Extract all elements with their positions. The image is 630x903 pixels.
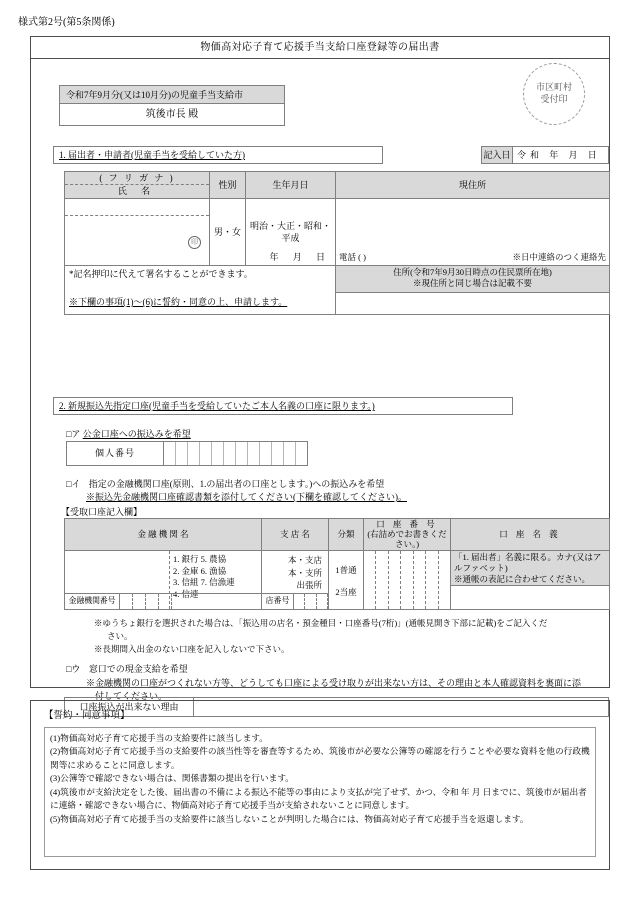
mynumber-cell[interactable] — [260, 442, 272, 465]
page-title: 物価高対応子育て応援手当支給口座登録等の届出書 — [200, 41, 440, 53]
era-options[interactable]: 明治・大正・昭和・平成 — [249, 220, 331, 243]
applicant-notes-cell — [65, 266, 336, 315]
bank-number-label: 金融機関番号 — [65, 594, 120, 609]
option-c-checkbox[interactable]: □ウ — [66, 664, 81, 674]
gender-header: 性別 — [210, 172, 246, 199]
bank-type-item[interactable]: 3. 信組 7. 信漁連 — [173, 577, 235, 588]
bank-name-cell[interactable] — [65, 551, 262, 610]
account-post-notes — [94, 617, 609, 655]
account-name-input[interactable] — [451, 586, 609, 603]
address-input-cell[interactable] — [336, 199, 610, 266]
bank-account-table — [64, 518, 610, 610]
post-note-line: さい。 — [107, 630, 133, 641]
account-name-header-text: 口 座 名 義 — [499, 528, 561, 539]
option-c-note-line1: ※金融機関の口座がつくれない方等、どうしても口座による受け取りが出来ない方は、その理由と本人確認資料を裏面に添 — [86, 677, 582, 688]
account-number-header — [364, 519, 451, 551]
previous-address-header — [336, 266, 609, 293]
branch-name-header: 支 店 名 — [262, 519, 329, 551]
account-number-digit-cell[interactable] — [439, 551, 450, 609]
account-number-header-line2: (右詰めでお書きください。) — [367, 528, 447, 549]
entry-date-value[interactable]: 令和 年 月 日 — [513, 146, 609, 164]
option-a-checkbox[interactable]: □ア — [66, 429, 81, 439]
addressee-block — [59, 85, 285, 126]
birthdate-header: 生年月日 — [246, 172, 336, 199]
pledge-reference-note: ※下欄の事項(1)～(6)に誓約・同意の上、申請します。 — [69, 296, 288, 307]
account-number-cell[interactable] — [364, 551, 451, 610]
pledge-item: (3)公簿等で確認できない場合は、関係書類の提出を行います。 — [50, 773, 294, 784]
pledge-section — [30, 700, 610, 870]
bank-type-item[interactable]: 2. 金庫 6. 漁協 — [173, 565, 227, 576]
table-row — [65, 551, 610, 610]
option-b-note: ※振込先金融機関口座確認書類を添付してください(下欄を確認してください)。 — [86, 492, 407, 503]
post-note-line: ※ゆうちょ銀行を選択された場合は、「振込用の店名・預金種目・口座番号(7桁)」(通帳見開き下部に記載)をご記入くだ — [94, 618, 548, 628]
previous-address-input[interactable] — [336, 293, 609, 313]
account-number-header-line1: 口 座 番 号 — [376, 519, 438, 529]
mynumber-cell[interactable] — [296, 442, 307, 465]
bank-number-row[interactable] — [65, 593, 261, 609]
name-label: 氏 名 — [117, 186, 157, 196]
addressee-header: 令和7年9月分(又は10月分)の児童手当支給市 — [59, 85, 285, 104]
account-number-digit-cell[interactable] — [414, 551, 426, 609]
mynumber-cell[interactable] — [200, 442, 212, 465]
furigana-divider — [65, 215, 209, 216]
branch-number-cell[interactable] — [317, 594, 328, 609]
address-header: 現住所 — [336, 172, 610, 199]
addressee-to: 筑後市長 殿 — [59, 104, 285, 126]
pledge-title: 【誓約・同意事項】 — [44, 711, 130, 721]
applicant-table — [64, 171, 610, 315]
telephone-line — [339, 252, 606, 263]
pledge-item: (4)筑後市が支給決定をした後、届出書の不備による振込不能等の事由により支払が完了せず、かつ、令和 年 月 日までに、筑後市が届出者に連絡・確認できない場合に、物価高対応子育て応援手当が支給されないことに同意します。 — [50, 786, 587, 811]
stamp-line2: 受付印 — [540, 94, 568, 104]
bank-number-cell[interactable] — [133, 594, 146, 609]
branch-number-cell[interactable] — [294, 594, 305, 609]
branch-type-list[interactable] — [262, 551, 328, 591]
mynumber-cell[interactable] — [188, 442, 200, 465]
birthdate-blanks[interactable]: 年 月 日 — [269, 251, 331, 262]
account-name-note-1: 「1. 届出者」名義に限る。カナ(又はアルファベット) — [454, 552, 602, 573]
section2-heading-text: 2. 新規振込先指定口座(児童手当を受給していたご本人名義の口座に限ります。) — [59, 401, 375, 411]
mynumber-cell[interactable] — [248, 442, 260, 465]
section2-heading — [53, 397, 513, 415]
pledge-item: (1)物価高対応子育て応援手当の支給要件に該当します。 — [50, 733, 268, 743]
telephone-note: ※日中連絡のつく連絡先 — [512, 251, 606, 262]
telephone-label[interactable]: 電話 ( ) — [339, 251, 366, 262]
seal-substitute-note: *記名押印に代えて署名することができます。 — [69, 269, 253, 279]
account-kind-option[interactable]: 2当座 — [335, 587, 357, 598]
pledge-item: (5)物価高対応子育て応援手当の支給要件に該当しないことが判明した場合には、物価高対応子育て応援手当を返還します。 — [50, 813, 529, 824]
branch-name-cell[interactable] — [262, 551, 329, 610]
seal-icon: 印 — [188, 236, 201, 249]
gender-options[interactable]: 男・女 — [210, 199, 246, 266]
account-name-note-2: ※通帳の表記に合わせてください。 — [454, 573, 591, 584]
mynumber-cell[interactable] — [236, 442, 248, 465]
option-b-checkbox[interactable]: □イ — [66, 479, 81, 489]
main-form-frame — [30, 36, 610, 712]
furigana-name-header — [65, 172, 210, 199]
account-kind-option[interactable]: 1普通 — [335, 565, 357, 576]
table-row — [65, 199, 610, 266]
account-kind-header: 分類 — [329, 519, 364, 551]
name-input-cell[interactable] — [65, 199, 210, 266]
account-number-digit-cell[interactable] — [364, 551, 376, 609]
table-note-row — [65, 266, 610, 315]
mynumber-cell[interactable] — [212, 442, 224, 465]
bank-type-item[interactable]: 4. 信連 — [173, 588, 199, 599]
bank-type-item[interactable]: 1. 銀行 5. 農協 — [173, 554, 227, 565]
option-c-note-line2: 付してください。 — [95, 691, 168, 701]
option-a-label: 公金口座への振込みを希望 — [82, 429, 191, 439]
bank-number-cell[interactable] — [146, 594, 159, 609]
account-panel-label: 【受取口座記入欄】 — [61, 507, 143, 517]
option-b-row[interactable] — [66, 478, 407, 504]
furigana-label: ( フ リ ガ ナ ) — [65, 172, 209, 185]
section1-heading — [53, 146, 383, 164]
branch-type-item[interactable]: 本・支所 — [287, 567, 322, 578]
mynumber-cell[interactable] — [272, 442, 284, 465]
section1-heading-text: 1. 届出者・申請者(児童手当を受給していた方) — [59, 150, 245, 160]
pledge-items-box — [44, 727, 596, 857]
branch-type-item[interactable]: 本・支店 — [287, 555, 322, 566]
option-a-row[interactable] — [66, 428, 191, 440]
stamp-line1: 市区町村 — [535, 82, 572, 93]
bank-number-cell[interactable] — [159, 594, 172, 609]
account-kind-cell[interactable] — [329, 551, 364, 610]
mynumber-label: 個人番号 — [67, 442, 164, 465]
option-c-line1[interactable] — [66, 663, 611, 677]
mynumber-cell[interactable] — [284, 442, 296, 465]
post-note-line: ※長期間入出金のない口座を記入しないで下さい。 — [94, 643, 290, 654]
option-b-line1[interactable] — [66, 478, 407, 491]
previous-address-cell — [336, 266, 610, 315]
entry-date-label: 記入日 — [481, 146, 513, 164]
bank-number-cell[interactable] — [120, 594, 133, 609]
mynumber-cell[interactable] — [176, 442, 188, 465]
no-transfer-reason-label: 口座振込が出来ない理由 — [64, 697, 194, 717]
previous-address-line1: 住所(令和7年9月30日時点の住民票所在地) — [393, 267, 552, 277]
previous-address-line2: ※現住所と同じ場合は記載不要 — [412, 277, 532, 288]
branch-number-row[interactable] — [262, 593, 328, 609]
pledge-item: (2)物価高対応子育て応援手当の支給要件の該当性等を審査等するため、筑後市が必要な公簿等の確認を行うことや必要な資料を他の行政機関等に求めることに同意します。 — [50, 746, 590, 770]
account-name-header — [451, 519, 610, 551]
municipal-receipt-stamp — [523, 63, 585, 125]
form-title-band — [31, 37, 609, 59]
table-header-row — [65, 519, 610, 551]
account-number-digit-cell[interactable] — [376, 551, 388, 609]
option-c-label: 窓口での現金支給を希望 — [88, 664, 188, 674]
account-number-digit-cell[interactable] — [389, 551, 401, 609]
account-name-cell[interactable] — [451, 551, 610, 610]
birthdate-cell[interactable] — [246, 199, 336, 266]
branch-type-item[interactable]: 出張所 — [296, 579, 322, 590]
account-name-instructions — [451, 551, 609, 586]
account-number-grid[interactable] — [364, 551, 450, 609]
mynumber-cell[interactable] — [164, 442, 176, 465]
mynumber-field[interactable] — [66, 441, 308, 466]
bank-name-header: 金 融 機 関 名 — [65, 519, 262, 551]
table-header-row — [65, 172, 610, 199]
branch-number-label: 店番号 — [262, 594, 294, 609]
form-number: 様式第2号(第5条関係) — [18, 17, 115, 28]
mynumber-cell[interactable] — [224, 442, 236, 465]
account-number-digit-cell[interactable] — [401, 551, 413, 609]
entry-date-field[interactable] — [481, 146, 609, 164]
branch-number-cell[interactable] — [305, 594, 316, 609]
bank-number-cells[interactable] — [120, 594, 172, 609]
account-number-digit-cell[interactable] — [426, 551, 438, 609]
option-b-label: 指定の金融機関口座(原則、1.の届出者の口座とします。)への振込みを希望 — [88, 479, 385, 489]
